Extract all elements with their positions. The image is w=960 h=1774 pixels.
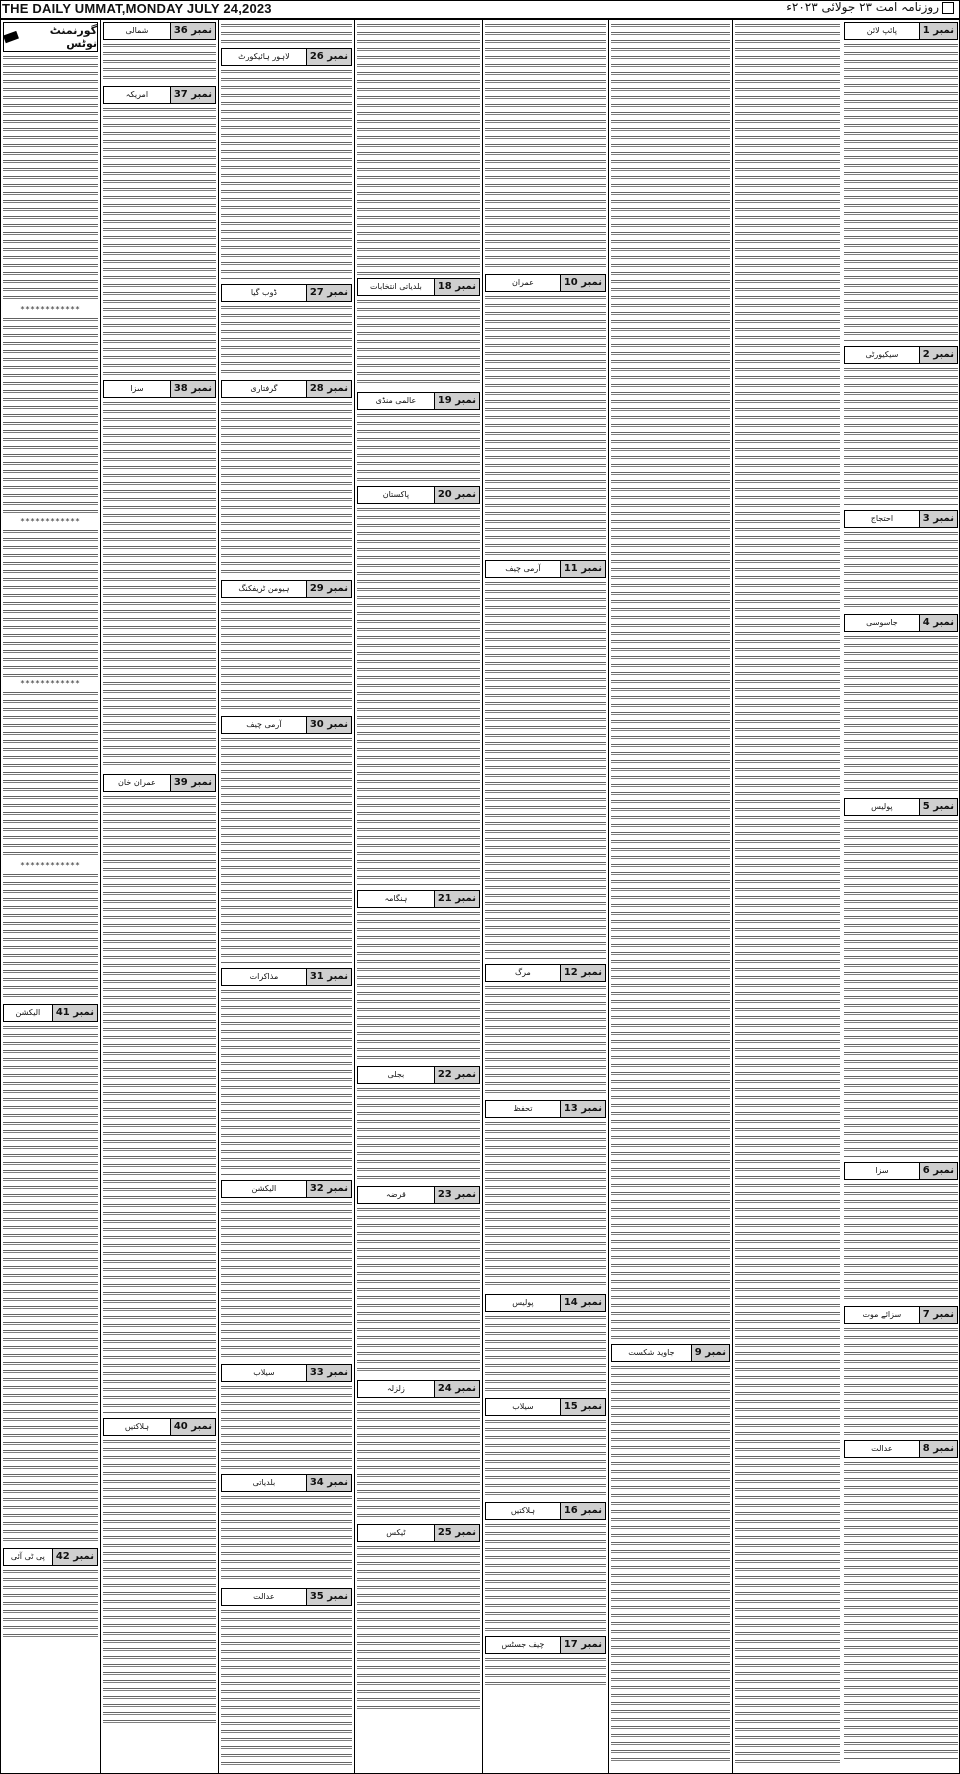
logo-icon (942, 2, 954, 14)
news-header (221, 716, 352, 734)
masthead-urdu-title (786, 0, 954, 14)
column-6 (218, 20, 354, 1774)
news-title: قرضہ (386, 1190, 406, 1199)
news-header (357, 486, 480, 504)
news-number: نمبر 35 (306, 1589, 351, 1605)
news-number: نمبر 40 (170, 1419, 215, 1435)
news-header (485, 560, 606, 578)
news-body (357, 1544, 480, 1714)
news-body (103, 400, 216, 770)
news-number: نمبر 9 (691, 1345, 729, 1361)
news-title: جاسوسی (866, 618, 898, 627)
notice-block (3, 316, 98, 516)
news-body (103, 1438, 216, 1728)
separator: ************ (20, 305, 81, 314)
news-header (357, 1066, 480, 1084)
column-notices (0, 20, 100, 1774)
news-title: بلدیاتی انتخابات (369, 282, 422, 291)
news-body (485, 1656, 606, 1686)
news-title: ٹیکس (386, 1528, 406, 1537)
news-title: ڈوب گیا (250, 288, 277, 297)
news-body (221, 22, 352, 46)
news-body (485, 984, 606, 1096)
news-header (221, 1588, 352, 1606)
news-header (485, 1294, 606, 1312)
news-number: نمبر 15 (560, 1399, 605, 1415)
news-body (3, 1024, 98, 1544)
news-title: مرگ (514, 968, 531, 977)
news-title: بجلی (387, 1070, 405, 1079)
news-number: نمبر 22 (434, 1067, 479, 1083)
news-body (357, 1400, 480, 1520)
news-header (485, 1636, 606, 1654)
news-title: گرفتاری (250, 384, 278, 393)
notice-block (3, 872, 98, 1002)
news-title: امریکہ (125, 90, 149, 99)
news-title: پولیس (871, 802, 893, 811)
news-number: نمبر 38 (170, 381, 215, 397)
news-title: سیکیورٹی (865, 350, 899, 359)
column-5 (354, 20, 482, 1774)
news-title: مذاکرات (249, 972, 279, 981)
news-number: نمبر 7 (919, 1307, 957, 1323)
news-body (357, 506, 480, 886)
news-header (357, 890, 480, 908)
news-body (221, 1200, 352, 1360)
news-header (357, 278, 480, 296)
news-number: نمبر 24 (434, 1381, 479, 1397)
news-body (485, 1120, 606, 1290)
news-title: پاکستان (382, 490, 410, 499)
news-body (485, 22, 606, 272)
news-number: نمبر 17 (560, 1637, 605, 1653)
news-number: نمبر 21 (434, 891, 479, 907)
news-header (844, 1162, 958, 1180)
news-body (103, 794, 216, 1414)
news-header (357, 392, 480, 410)
news-box-41 (3, 1004, 98, 1544)
news-number: نمبر 4 (919, 615, 957, 631)
news-number: نمبر 25 (434, 1525, 479, 1541)
news-body (357, 22, 480, 276)
column-4 (482, 20, 608, 1774)
news-body (844, 1182, 958, 1302)
news-number: نمبر 30 (306, 717, 351, 733)
notices-title-text: گورنمنٹ نوٹس (49, 24, 97, 50)
news-title: چیف جسٹس (501, 1640, 545, 1649)
news-body (357, 1206, 480, 1376)
news-number: نمبر 33 (306, 1365, 351, 1381)
news-number: نمبر 19 (434, 393, 479, 409)
news-body (221, 988, 352, 1176)
news-body (485, 1418, 606, 1498)
column-3 (608, 20, 732, 1774)
news-body (844, 366, 958, 506)
news-number: نمبر 16 (560, 1503, 605, 1519)
news-title: عمران خان (118, 778, 156, 787)
news-body (844, 818, 958, 1158)
news-body (221, 736, 352, 964)
news-header (221, 48, 352, 66)
separator: ************ (20, 679, 81, 688)
news-header (221, 284, 352, 302)
news-header (844, 510, 958, 528)
news-body (221, 400, 352, 576)
news-number: نمبر 26 (306, 49, 351, 65)
news-title: سیلاب (253, 1368, 275, 1377)
news-header (485, 1100, 606, 1118)
news-title: سیلاب (512, 1402, 534, 1411)
news-body (221, 1494, 352, 1584)
column-2 (732, 20, 842, 1774)
news-body (221, 1608, 352, 1768)
news-header (221, 580, 352, 598)
news-number: نمبر 29 (306, 581, 351, 597)
news-header (844, 346, 958, 364)
news-number: نمبر 8 (919, 1441, 957, 1457)
news-title: ہیومن ٹریفکنگ (238, 584, 290, 593)
news-header (221, 1474, 352, 1492)
news-body (357, 298, 480, 388)
news-body (844, 634, 958, 794)
news-number: نمبر 12 (560, 965, 605, 981)
news-title: سزا (130, 384, 144, 393)
notice-block (3, 528, 98, 678)
news-header (844, 1306, 958, 1324)
news-title: ہنگامہ (384, 894, 408, 903)
newspaper-page (0, 20, 960, 1774)
news-title: سزا (875, 1166, 889, 1175)
news-body (221, 304, 352, 376)
news-title: عدالت (871, 1444, 893, 1453)
news-body (844, 1460, 958, 1760)
news-body (357, 1086, 480, 1182)
column-7 (100, 20, 218, 1774)
news-number: نمبر 13 (560, 1101, 605, 1117)
news-number: نمبر 28 (306, 381, 351, 397)
news-header (221, 380, 352, 398)
news-body (485, 580, 606, 960)
news-number: نمبر 3 (919, 511, 957, 527)
news-number: نمبر 41 (52, 1005, 97, 1021)
news-title: عدالت (253, 1592, 275, 1601)
news-body (611, 1364, 730, 1764)
news-body (221, 600, 352, 712)
news-header (485, 274, 606, 292)
news-header (103, 380, 216, 398)
news-box-42 (3, 1548, 98, 1638)
news-number: نمبر 10 (560, 275, 605, 291)
news-header (221, 968, 352, 986)
news-number: نمبر 23 (434, 1187, 479, 1203)
news-header (611, 1344, 730, 1362)
news-number: نمبر 5 (919, 799, 957, 815)
news-body (357, 412, 480, 482)
news-title: پائپ لائن (866, 26, 897, 35)
news-header (357, 1186, 480, 1204)
news-body (221, 68, 352, 280)
news-body (485, 294, 606, 556)
news-title: سزائے موت (862, 1310, 902, 1319)
news-body (3, 1568, 98, 1638)
news-number: نمبر 6 (919, 1163, 957, 1179)
news-header (221, 1180, 352, 1198)
news-title: آرمی چیف (246, 720, 282, 729)
news-number: نمبر 36 (170, 23, 215, 39)
news-body (485, 1314, 606, 1394)
news-number: نمبر 20 (434, 487, 479, 503)
news-title: ہلاکتیں (124, 1422, 149, 1431)
news-title: عالمی منڈی (375, 396, 417, 405)
news-body (735, 22, 840, 1768)
gavel-icon (3, 31, 19, 43)
masthead-urdu-text: روزنامہ امت ۲۳ جولائی ۲۰۲۳ء (786, 0, 939, 14)
news-number: نمبر 18 (434, 279, 479, 295)
news-number: نمبر 42 (52, 1549, 97, 1565)
news-body (357, 910, 480, 1062)
news-header (844, 614, 958, 632)
news-body (844, 530, 958, 610)
news-number: نمبر 2 (919, 347, 957, 363)
news-header (103, 1418, 216, 1436)
separator: ************ (20, 517, 81, 526)
news-body (611, 22, 730, 1342)
masthead-english-title: THE DAILY UMMAT,MONDAY JULY 24,2023 (2, 1, 272, 16)
news-title: عمران (511, 278, 534, 287)
notices-title (3, 22, 98, 52)
news-body (221, 1384, 352, 1470)
news-header (221, 1364, 352, 1382)
news-header (357, 1524, 480, 1542)
news-title: آرمی چیف (505, 564, 541, 573)
separator: ************ (20, 861, 81, 870)
notice-block (3, 690, 98, 860)
news-body (844, 42, 958, 342)
news-title: جاوید شکست (628, 1348, 675, 1357)
news-body (103, 106, 216, 376)
news-header (103, 22, 216, 40)
notice-block (3, 54, 98, 304)
news-title: لاہور ہائیکورٹ (238, 52, 290, 61)
news-header (485, 964, 606, 982)
masthead (0, 0, 960, 20)
news-body (485, 1522, 606, 1632)
news-title: زلزلہ (386, 1384, 405, 1393)
news-header (103, 774, 216, 792)
news-title: الیکشن (15, 1008, 41, 1017)
news-title: بلدیاتی (252, 1478, 276, 1487)
news-number: نمبر 32 (306, 1181, 351, 1197)
news-header (844, 1440, 958, 1458)
news-number: نمبر 11 (560, 561, 605, 577)
news-header (103, 86, 216, 104)
news-title: احتجاج (870, 514, 894, 523)
news-title: تحفظ (513, 1104, 533, 1113)
news-number: نمبر 14 (560, 1295, 605, 1311)
news-title: پولیس (512, 1298, 534, 1307)
news-number: نمبر 27 (306, 285, 351, 301)
news-number: نمبر 34 (306, 1475, 351, 1491)
news-title: ہلاکتیں (510, 1506, 535, 1515)
news-header (844, 22, 958, 40)
news-header (357, 1380, 480, 1398)
news-number: نمبر 37 (170, 87, 215, 103)
news-number: نمبر 31 (306, 969, 351, 985)
news-body (103, 42, 216, 82)
news-title: پی ٹی آئی (10, 1552, 45, 1561)
news-header (485, 1502, 606, 1520)
news-number: نمبر 39 (170, 775, 215, 791)
news-title: الیکشن (251, 1184, 277, 1193)
news-header (844, 798, 958, 816)
news-header (485, 1398, 606, 1416)
news-body (844, 1326, 958, 1436)
column-1 (842, 20, 960, 1774)
news-number: نمبر 1 (919, 23, 957, 39)
news-title: شمالی (125, 26, 149, 35)
